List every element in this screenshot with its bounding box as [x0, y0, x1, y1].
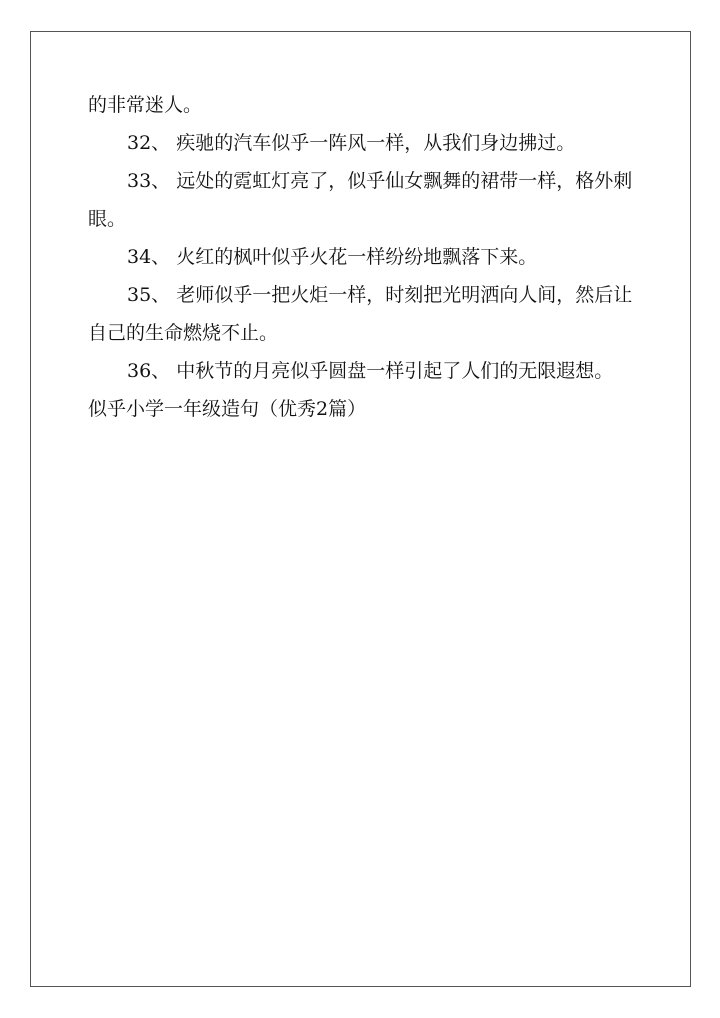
sentence-34: 34、 火红的枫叶似乎火花一样纷纷地飘落下来。	[127, 246, 538, 268]
section-title: 似乎小学一年级造句（优秀2篇）	[88, 398, 367, 420]
sentence-33-continuation: 眼。	[88, 208, 127, 230]
text-line-continuation: 的非常迷人。	[88, 94, 203, 116]
sentence-32: 32、 疾驰的汽车似乎一阵风一样，从我们身边拂过。	[127, 132, 576, 154]
sentence-35-continuation: 自己的生命燃烧不止。	[88, 322, 279, 344]
sentence-36: 36、 中秋节的月亮似乎圆盘一样引起了人们的无限遐想。	[127, 360, 614, 382]
sentence-35: 35、 老师似乎一把火炬一样，时刻把光明洒向人间，然后让	[127, 284, 633, 306]
sentence-33: 33、 远处的霓虹灯亮了，似乎仙女飘舞的裙带一样，格外刺	[127, 170, 633, 192]
